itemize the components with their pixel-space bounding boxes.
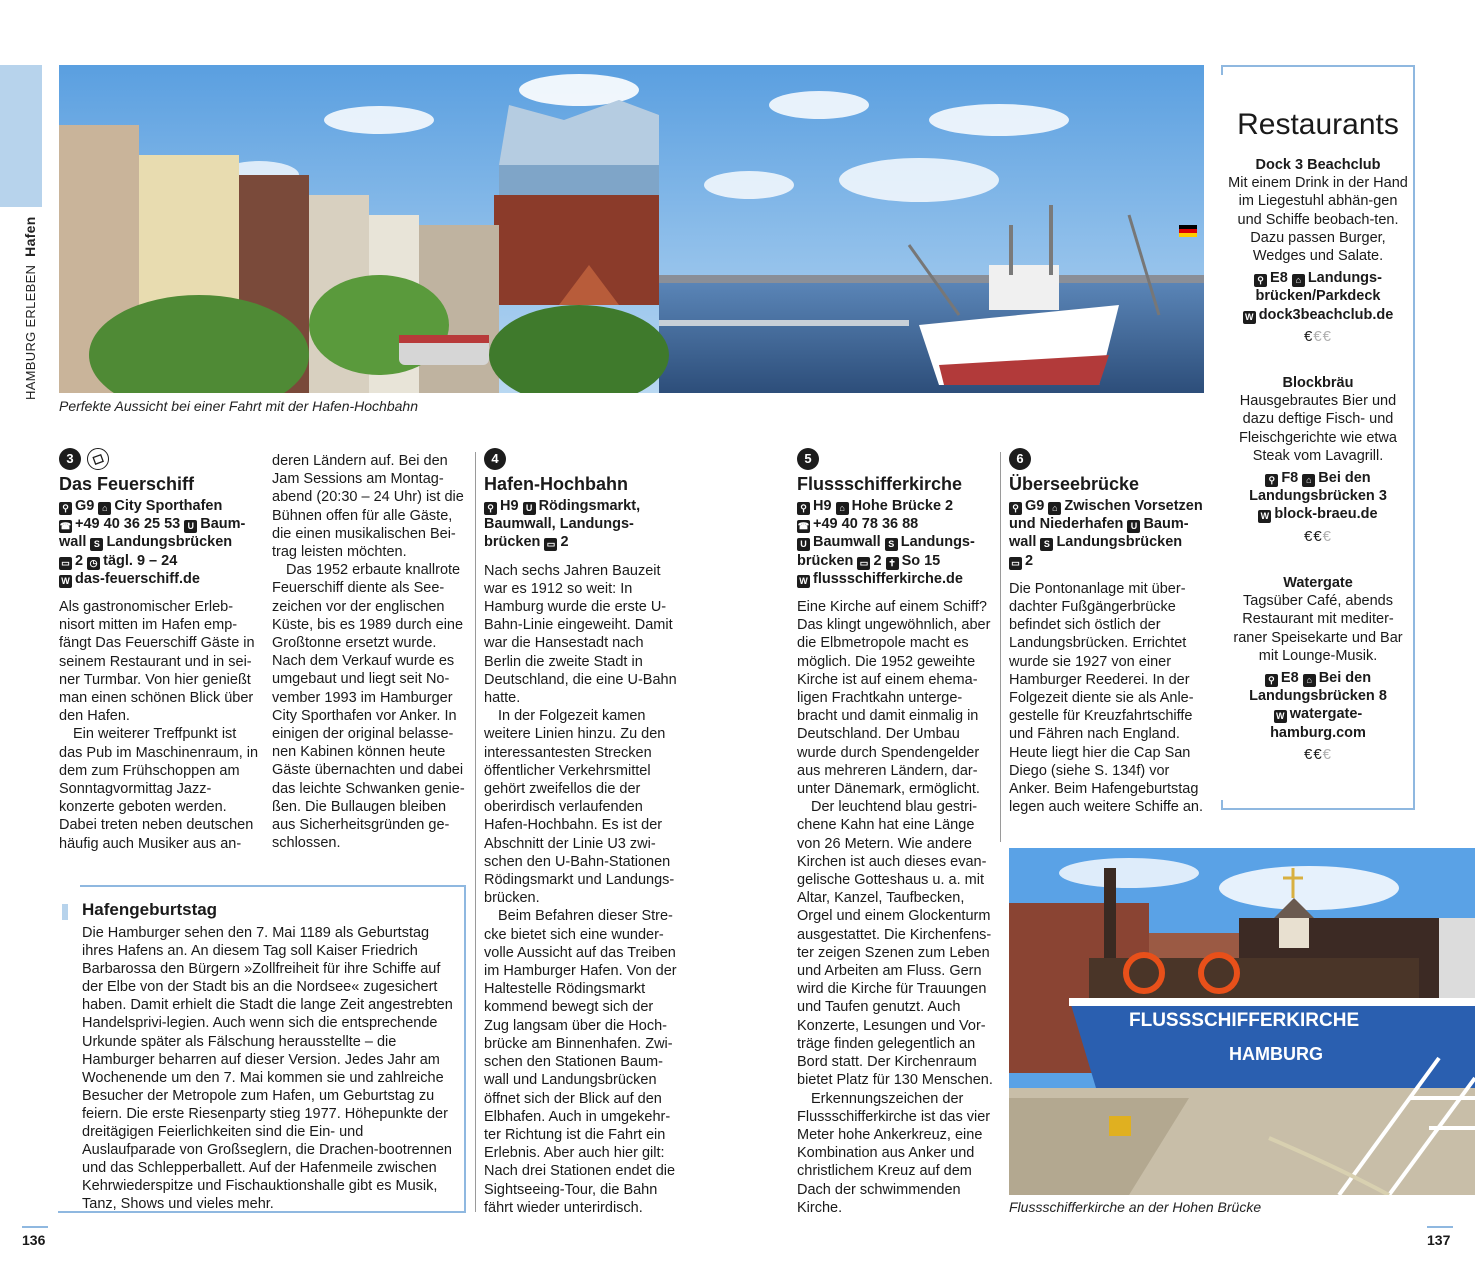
bus-icon: ▭ (544, 538, 557, 551)
paragraph: Als gastronomischer Erleb-nisort mitten im Hafen emp-fängt Das Feuerschiff Gäste in seinem Restaurant und in sei-ner Turmbar. Von hier genießt man einen schönen Blick über den Hafen. (59, 599, 255, 725)
restaurant-item (1226, 156, 1410, 346)
address-icon: ⌂ (1302, 474, 1315, 487)
feature-box-text: Die Hamburger sehen den 7. Mai 1189 als Geburtstag ihres Hafens an. An diesem Tag soll Kaiser Friedrich Barbarossa den Bürgern »Zollfreiheit für ihre Schiffe auf der Elbe von der Stadt bis an die Nordsee« zugesichert haben. Damit erhielt die Stadt die lange Zeit angestrebten Handelsprivi-legien. Auch wenn sich die entsprechende Urkunde später als Fälschung herausstellte – die Hamburger beharren auf dieser Version. Jedes Jahr am Wochenende um den 7. Mai kommen sie und zahlreiche Besucher der Metropole zum Hafen, um Geburtstag zu feiern. Die erste Riesenparty stieg 1977. Höhepunkte der dreitägigen Feierlichkeiten sind die Ein- und Auslaufparade von Großseglern, die Drachen-bootrennen und das Schlepperballett. Auf der Hafenmeile zwischen Kehrwiederspitze und Fischauktionshalle gibt es Musik, Tanz, Shows und vieles mehr. (82, 925, 453, 1213)
restaurant-name: Watergate (1283, 575, 1353, 591)
paragraph: Eine Kirche auf einem Schiff? Das klingt ungewöhnlich, aber die Elbmetropole macht es möglich. Die 1952 geweihte Kirche ist auf einem ehema-ligen Frachtkahn unterge-bracht und damit einmalig in Deutschland. Der Umbau wurde durch Spendengelder aus mehreren Ländern, dar-unter Dänemark, ermöglicht. (797, 599, 991, 798)
web-icon: W (797, 575, 810, 588)
ubahn: Rödingsmarkt, Baumwall, Landungs-brücken (484, 498, 641, 551)
entry-title: Das Feuerschiff (59, 474, 195, 494)
web-icon: W (1243, 311, 1256, 324)
map-pin-icon: ⚲ (59, 502, 72, 515)
map-ref: E8 (1270, 270, 1288, 287)
column-divider (1000, 452, 1001, 842)
section-topic: Hafen (22, 216, 38, 257)
restaurants-title: Restaurants (1237, 108, 1399, 141)
ubahn-icon: U (797, 538, 810, 551)
ubahn: Baum-wall (1009, 516, 1189, 551)
web-icon: W (1258, 510, 1271, 523)
phone-icon: ☎ (59, 521, 72, 532)
address-icon: ⌂ (98, 502, 111, 515)
bus-icon: ▭ (857, 557, 870, 570)
restaurant-description: Tagsüber Café, abends Restaurant mit mediter-raner Speisekarte und Bar mit Lounge-Musik. (1233, 593, 1403, 664)
map-pin-icon: ⚲ (1254, 274, 1267, 287)
sbahn: Landungs-brücken (797, 534, 975, 569)
column-divider (475, 452, 476, 1212)
price-rating: €€€ (1303, 527, 1333, 545)
map-ref: G9 (75, 498, 95, 514)
map-ref: E8 (1280, 670, 1299, 687)
sbahn: Landungsbrücken (106, 534, 233, 551)
sbahn: Landungsbrücken (1056, 534, 1183, 551)
bottom-photo-caption: Flussschifferkirche an der Hohen Brücke (1009, 1199, 1262, 1215)
bus: 2 (560, 534, 569, 551)
entry-feuerschiff (59, 448, 259, 853)
address: Zwischen Vorsetzen und Niederhafen (1009, 498, 1203, 533)
ubahn: Baum- (200, 516, 246, 533)
section-tab (0, 65, 42, 207)
paragraph: Beim Befahren dieser Stre-cke bietet sich eine wunder-volle Aussicht auf das Treiben im Hamburger Hafen. Von der Haltestelle Rödingsmarkt kommend bewegt sich der Zug langsam über die Hoch-brücke am Binnenhafen. Zwi-schen den Stationen Baum-wall und Landungsbrücken öffnet sich der Blick auf den Elbhafen. Auch in umgekehr-ter Richtung ist die Fahrt ein Erlebnis. Aber auch hier gilt: Nach drei Stationen endet die Sightseeing-Tour, die Bahn fährt wieder unterirdisch. (484, 908, 677, 1216)
feature-box-accent (62, 904, 68, 920)
entry-number-badge: 3 (59, 448, 81, 470)
bus-icon: ▭ (1009, 557, 1022, 570)
clock-icon: ◷ (87, 557, 100, 570)
map-pin-icon: ⚲ (1265, 474, 1278, 487)
website-link[interactable]: watergate-hamburg.com (1270, 706, 1366, 741)
paragraph: Erkennungszeichen der Flussschifferkirche ist das vier Meter hohe Ankerkreuz, eine Kombination aus Anker und christlichem Kreuz auf dem Dach der schwimmenden Kirche. (797, 1090, 991, 1216)
restaurant-item (1226, 574, 1410, 764)
address-icon: ⌂ (1303, 674, 1316, 687)
sbahn-icon: S (885, 538, 898, 551)
hours: So 15 (901, 552, 941, 569)
address: Landungs-brücken/Parkdeck (1255, 270, 1382, 305)
ubahn-icon: U (184, 520, 197, 533)
entry-title: Hafen-Hochbahn (484, 474, 628, 494)
ubahn-cont: wall (59, 534, 87, 551)
entry-title: Überseebrücke (1009, 474, 1140, 494)
map-ref: F8 (1281, 470, 1299, 487)
map-ref: G9 (1025, 498, 1045, 514)
phone: +49 40 36 25 53 (75, 516, 181, 533)
cross-icon: ✝ (886, 557, 899, 570)
entry-ueberseebruecke (1009, 448, 1207, 816)
paragraph: In der Folgezeit kamen weitere Linien hinzu. Zu den interessantesten Strecken öffentlicher Verkehrsmittel gehört zweifellos die der oberirdisch verlaufenden Hafen-Hochbahn. Es ist der Abschnitt der Linie U3 zwi-schen den U-Bahn-Stationen Rödingsmarkt und Landungs-brücken. (484, 708, 675, 907)
address: City Sporthafen (114, 498, 223, 514)
phone-icon: ☎ (797, 521, 810, 532)
page-number-left: 136 (22, 1232, 46, 1248)
top-photo-caption: Perfekte Aussicht bei einer Fahrt mit der Hafen-Hochbahn (59, 398, 418, 414)
bus-icon: ▭ (59, 557, 72, 570)
entry-title: Flussschifferkirche (797, 474, 963, 494)
entry-number-badge: 5 (797, 448, 819, 470)
section-label (22, 216, 38, 400)
address: Hohe Brücke 2 (851, 498, 954, 514)
website-link[interactable]: flussschifferkirche.de (813, 570, 963, 587)
map-pin-icon: ⚲ (797, 502, 810, 515)
restaurant-item (1226, 374, 1410, 546)
section-name: HAMBURG ERLEBEN (23, 264, 38, 400)
website-link[interactable]: das-feuerschiff.de (75, 570, 200, 587)
ubahn-icon: U (523, 502, 536, 515)
entry-flussschifferkirche (797, 448, 993, 1217)
paragraph: deren Ländern auf. Bei den Jam Sessions am Montag-abend (20:30 – 24 Uhr) ist die Bühnen offen für alle Gäste, die einen musikalischen Bei-trag leisten möchten. (272, 453, 464, 561)
tip-icon (87, 448, 109, 470)
address-icon: ⌂ (836, 502, 849, 515)
ubahn: Baumwall (813, 534, 881, 551)
entry-number-badge: 6 (1009, 448, 1031, 470)
map-ref: H9 (813, 498, 832, 514)
page-number-right: 137 (1427, 1232, 1451, 1248)
paragraph: Nach sechs Jahren Bauzeit war es 1912 so weit: In Hamburg wurde die erste U-Bahn-Linie eingeweiht. Damit war die Hansestadt nach Berlin die zweite Stadt in Deutschland, die eine U-Bahn hatte. (484, 562, 677, 707)
web-icon: W (59, 575, 72, 588)
paragraph: Das 1952 erbaute knallrote Feuerschiff diente als See-zeichen vor der englischen Küste, bis es 1989 durch eine Großtonne ersetzt wurde. Nach dem Verkauf wurde es umgebaut und liegt seit No-vember 1993 im Hamburger City Sporthafen vor Anker. In einigen der original belasse-nen Kabinen können heute Gäste übernachten und dabei das leichte Schwanken genie-ßen. Die Bullaugen bleiben aus Sicherheitsgründen ge-schlossen. (272, 562, 465, 852)
restaurant-name: Blockbräu (1282, 375, 1354, 391)
entry-feuerschiff-cont (272, 452, 466, 852)
feature-box-title: Hafengeburtstag (82, 900, 218, 919)
restaurant-description: Hausgebrautes Bier und dazu deftige Fisch- und Fleischgerichte wie etwa Steak vom Lavagrill. (1239, 393, 1397, 464)
map-pin-icon: ⚲ (1009, 502, 1022, 515)
bus: 2 (1025, 552, 1034, 569)
web-icon: W (1274, 710, 1287, 723)
address: Bei den Landungsbrücken 8 (1249, 670, 1387, 705)
map-pin-icon: ⚲ (484, 502, 497, 515)
entry-hafen-hochbahn (484, 448, 680, 1217)
phone: +49 40 78 36 88 (813, 516, 919, 533)
price-rating: €€€ (1303, 745, 1333, 763)
sbahn-icon: S (1040, 538, 1053, 551)
church-ship-photo (1009, 848, 1475, 1195)
bus: 2 (75, 552, 84, 569)
harbour-panorama-photo (59, 65, 1204, 393)
address: Bei den Landungsbrücken 3 (1249, 470, 1387, 505)
paragraph: Die Pontonanlage mit über-dachter Fußgängerbrücke befindet sich östlich der Landungsbrücken. Errichtet wurde sie 1927 von einer Hamburger Reederei. In der Folgezeit diente sie als Anle-gestelle für Kreuzfahrtschiffe und Fähren nach England. Heute liegt hier die Cap San Diego (siehe S. 134f) vor Anker. Beim Hafengeburtstag legen auch weitere Schiffe an. (1009, 580, 1204, 816)
price-rating: €€€ (1303, 327, 1333, 345)
paragraph: Ein weiterer Treffpunkt ist das Pub im Maschinenraum, in dem zum Frühschoppen am Sonntagvormittag Jazz-konzerte geboten werden. Dabei treten neben deutschen häufig auch Musiker aus an- (59, 726, 259, 852)
address-icon: ⌂ (1292, 274, 1305, 287)
sbahn-icon: S (90, 538, 103, 551)
ship-city-text: HAMBURG (1229, 1044, 1323, 1064)
bus: 2 (873, 552, 882, 569)
website-link[interactable]: block-braeu.de (1274, 506, 1378, 523)
ship-name-text: FLUSSSCHIFFERKIRCHE (1129, 1010, 1360, 1031)
hours: tägl. 9 – 24 (103, 552, 178, 569)
map-ref: H9 (500, 498, 519, 514)
paragraph: Der leuchtend blau gestri-chene Kahn hat eine Länge von 26 Metern. Wie andere Kirchen ist auch dieses evan-gelische Gotteshaus u. a. mit Altar, Kanzel, Taufbecken, Orgel und einem Glockenturm ausgestattet. Die Kirchenfens-ter zeigen Szenen zum Leben und Arbeiten am Fluss. Gern wird die Kirche für Trauungen und Taufen genutzt. Auch Konzerte, Lesungen und Vor-träge finden gelegentlich an Bord statt. Der Kirchenraum bietet Platz für 130 Menschen. (797, 799, 993, 1089)
ubahn-icon: U (1127, 520, 1140, 533)
restaurant-description: Mit einem Drink in der Hand im Liegestuhl abhän-gen und Schiffe beobach-ten. Dazu passen Burger, Wedges und Salate. (1228, 175, 1408, 265)
map-pin-icon: ⚲ (1265, 674, 1278, 687)
entry-number-badge: 4 (484, 448, 506, 470)
website-link[interactable]: dock3beachclub.de (1258, 306, 1394, 323)
restaurant-name: Dock 3 Beachclub (1255, 157, 1381, 173)
address-icon: ⌂ (1048, 502, 1061, 515)
